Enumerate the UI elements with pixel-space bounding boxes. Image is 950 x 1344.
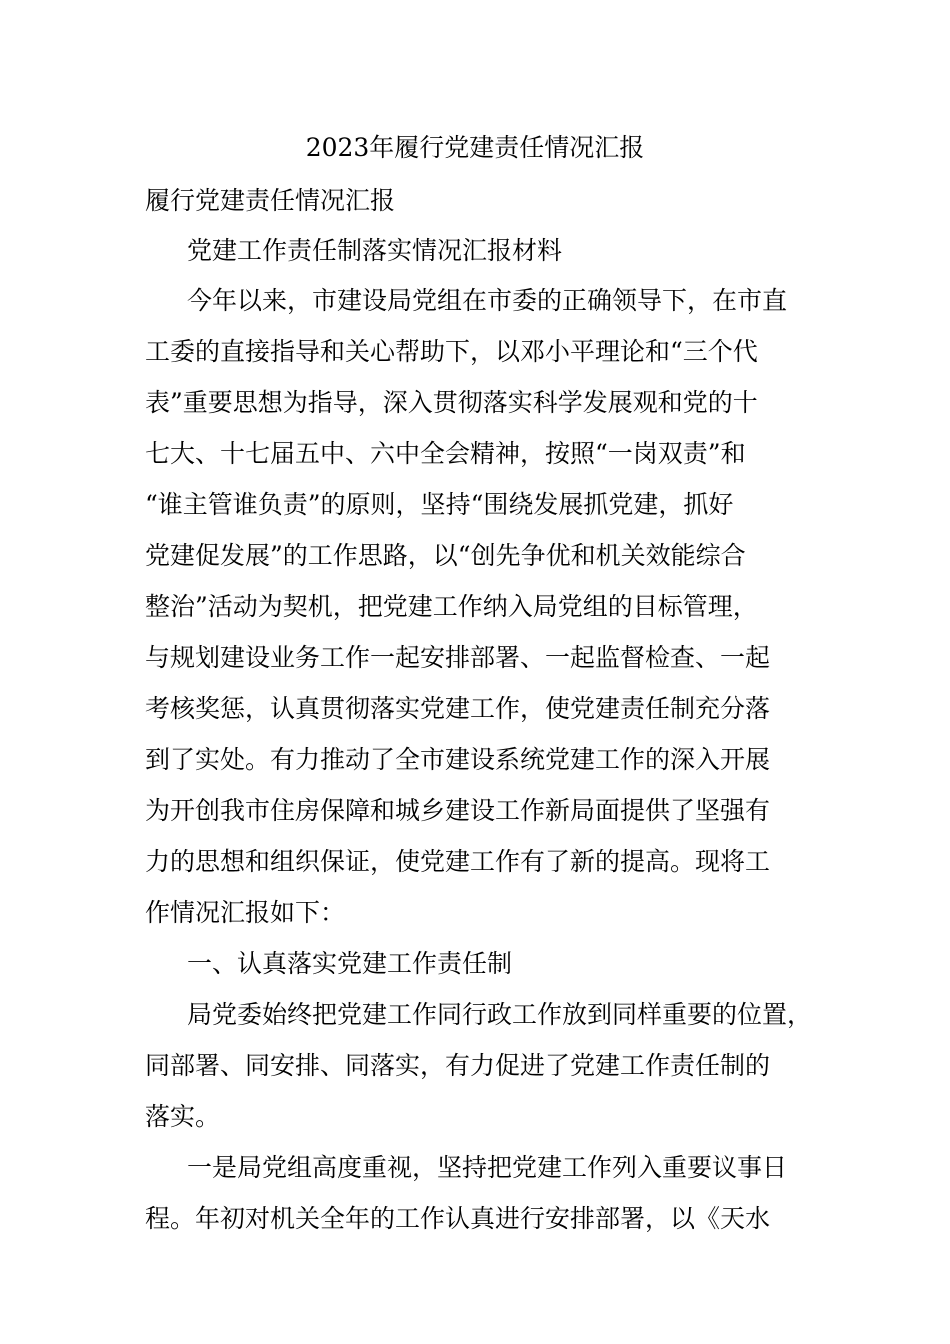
paragraph-line: 到了实处。有力推动了全市建设系统党建工作的深入开展 [145,745,771,774]
paragraph-line: 七大、十七届五中、六中全会精神，按照“一岗双责”和 [145,439,746,468]
paragraph-line: 为开创我市住房保障和城乡建设工作新局面提供了坚强有 [145,796,771,825]
paragraph-line: 落实。 [145,1102,221,1131]
paragraph-line: 力的思想和组织保证，使党建工作有了新的提高。现将工 [145,847,771,876]
paragraph-line: 一是局党组高度重视，坚持把党建工作列入重要议事日 [187,1153,788,1182]
section-heading-materials: 党建工作责任制落实情况汇报材料 [187,236,563,265]
paragraph-line: 与规划建设业务工作一起安排部署、一起监督检查、一起 [145,643,771,672]
paragraph-line: 程。年初对机关全年的工作认真进行安排部署，以《天水 [145,1204,771,1233]
document-title: 2023年履行党建责任情况汇报 [305,133,645,162]
paragraph-line: “谁主管谁负责”的原则，坚持“围绕发展抓党建，抓好 [145,490,734,519]
document-subtitle: 履行党建责任情况汇报 [145,186,396,215]
paragraph-line: 同部署、同安排、同落实，有力促进了党建工作责任制的 [145,1051,771,1080]
paragraph-line: 工委的直接指导和关心帮助下，以邓小平理论和“三个代 [145,337,758,366]
paragraph-line: 局党委始终把党建工作同行政工作放到同样重要的位置， [187,1000,813,1029]
paragraph-line: 今年以来，市建设局党组在市委的正确领导下，在市直 [187,286,788,315]
paragraph-line: 考核奖惩，认真贯彻落实党建工作，使党建责任制充分落 [145,694,771,723]
paragraph-line: 整治”活动为契机，把党建工作纳入局党组的目标管理， [145,592,758,621]
paragraph-line: 党建促发展”的工作思路，以“创先争优和机关效能综合 [145,541,746,570]
paragraph-line: 作情况汇报如下： [145,898,346,927]
section-heading-1: 一、认真落实党建工作责任制 [187,949,513,978]
paragraph-line: 表”重要思想为指导，深入贯彻落实科学发展观和党的十 [145,388,758,417]
